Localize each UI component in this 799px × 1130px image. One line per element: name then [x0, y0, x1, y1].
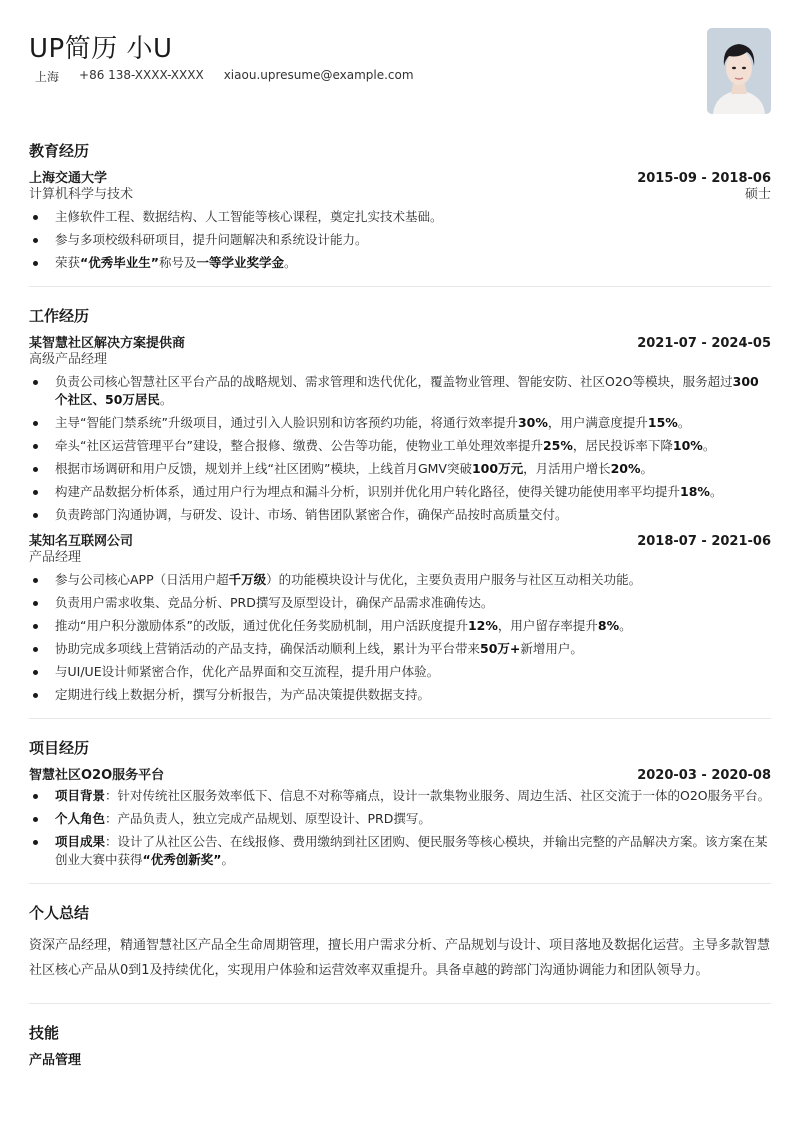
job-title: 产品经理 [29, 550, 82, 565]
bullet-list [29, 373, 771, 524]
contact-info [35, 68, 414, 85]
profile-photo [707, 28, 771, 114]
school-name: 上海交通大学 [29, 171, 108, 186]
summary-section [29, 902, 771, 983]
bullet-item: 项目背景：针对传统社区服务效率低下、信息不对称等痛点，设计一款集物业服务、周边生活、社区交流于一体的O2O服务平台。 [29, 787, 771, 805]
resume-page [29, 0, 771, 1069]
portrait-image [707, 28, 771, 114]
work-entry [29, 336, 771, 524]
bullet-item: 负责用户需求收集、竞品分析、PRD撰写及原型设计，确保产品需求准确传达。 [29, 594, 771, 612]
bullet-item: 构建产品数据分析体系，通过用户行为埋点和漏斗分析，识别并优化用户转化路径，使得关键功能使用率平均提升18%。 [29, 483, 771, 501]
bullet-list [29, 787, 771, 869]
projects-section [29, 737, 771, 869]
major: 计算机科学与技术 [29, 187, 134, 202]
company-name: 某智慧社区解决方案提供商 [29, 336, 186, 351]
bullet-item: 牵头“社区运营管理平台”建设，整合报修、缴费、公告等功能，使物业工单处理效率提升25%，居民投诉率下降10%。 [29, 437, 771, 455]
bullet-list [29, 208, 771, 272]
contact-location: 上海 [35, 70, 60, 84]
work-section [29, 305, 771, 704]
project-name: 智慧社区O2O服务平台 [29, 768, 165, 783]
contact-email: xiaou.upresume@example.com [223, 68, 414, 82]
bullet-item: 负责公司核心智慧社区平台产品的战略规划、需求管理和迭代优化，覆盖物业管理、智能安防、社区O2O等模块，服务超过300个社区、50万居民。 [29, 373, 771, 409]
bullet-item: 根据市场调研和用户反馈，规划并上线“社区团购”模块，上线首月GMV突破100万元，月活用户增长20%。 [29, 460, 771, 478]
date-range: 2020-03 - 2020-08 [637, 768, 771, 783]
section-title: 工作经历 [29, 307, 90, 325]
skill-category-label: 产品管理 [29, 1053, 82, 1068]
section-title: 技能 [29, 1024, 60, 1042]
bullet-list [29, 571, 771, 704]
degree: 硕士 [744, 187, 771, 202]
resume-header [29, 0, 771, 128]
bullet-item: 参与公司核心APP（日活用户超千万级）的功能模块设计与优化，主要负责用户服务与社区互动相关功能。 [29, 571, 771, 589]
education-entry [29, 171, 771, 272]
work-entry [29, 534, 771, 704]
bullet-item: 负责跨部门沟通协调，与研发、设计、市场、销售团队紧密合作，确保产品按时高质量交付。 [29, 506, 771, 524]
job-title: 高级产品经理 [29, 352, 108, 367]
candidate-name: UP简历 小U [29, 34, 173, 64]
bullet-item: 主导“智能门禁系统”升级项目，通过引入人脸识别和访客预约功能，将通行效率提升30%，用户满意度提升15%。 [29, 414, 771, 432]
bullet-item: 荣获“优秀毕业生”称号及一等学业奖学金。 [29, 254, 771, 272]
summary-text: 资深产品经理，精通智慧社区产品全生命周期管理，擅长用户需求分析、产品规划与设计、项目落地及数据化运营。主导多款智慧社区核心产品从0到1及持续优化，实现用户体验和运营效率双重提升。具备卓越的跨部门沟通协调能力和团队领导力。 [29, 938, 771, 978]
bullet-item: 个人角色：产品负责人，独立完成产品规划、原型设计、PRD撰写。 [29, 810, 771, 828]
section-title: 教育经历 [29, 142, 90, 160]
divider [29, 1003, 771, 1004]
date-range: 2018-07 - 2021-06 [637, 534, 771, 549]
bullet-item: 与UI/UE设计师紧密合作，优化产品界面和交互流程，提升用户体验。 [29, 663, 771, 681]
bullet-item: 推动“用户积分激励体系”的改版，通过优化任务奖励机制，用户活跃度提升12%，用户留存率提升8%。 [29, 617, 771, 635]
section-title: 个人总结 [29, 904, 90, 922]
bullet-item: 定期进行线上数据分析，撰写分析报告，为产品决策提供数据支持。 [29, 686, 771, 704]
bullet-item: 主修软件工程、数据结构、人工智能等核心课程，奠定扎实技术基础。 [29, 208, 771, 226]
contact-phone: +86 138-XXXX-XXXX [79, 68, 204, 82]
section-title: 项目经历 [29, 739, 90, 757]
date-range: 2021-07 - 2024-05 [637, 336, 771, 351]
skills-section [29, 1022, 771, 1069]
divider [29, 286, 771, 287]
divider [29, 718, 771, 719]
divider [29, 883, 771, 884]
bullet-item: 协助完成多项线上营销活动的产品支持，确保活动顺利上线，累计为平台带来50万+新增用户。 [29, 640, 771, 658]
bullet-item: 项目成果：设计了从社区公告、在线报修、费用缴纳到社区团购、便民服务等核心模块，并输出完整的产品解决方案。该方案在某创业大赛中获得“优秀创新奖”。 [29, 833, 771, 869]
bullet-item: 参与多项校级科研项目，提升问题解决和系统设计能力。 [29, 231, 771, 249]
education-section [29, 140, 771, 272]
company-name: 某知名互联网公司 [29, 534, 134, 549]
date-range: 2015-09 - 2018-06 [637, 171, 771, 186]
project-entry [29, 768, 771, 869]
skill-category [29, 1053, 771, 1069]
